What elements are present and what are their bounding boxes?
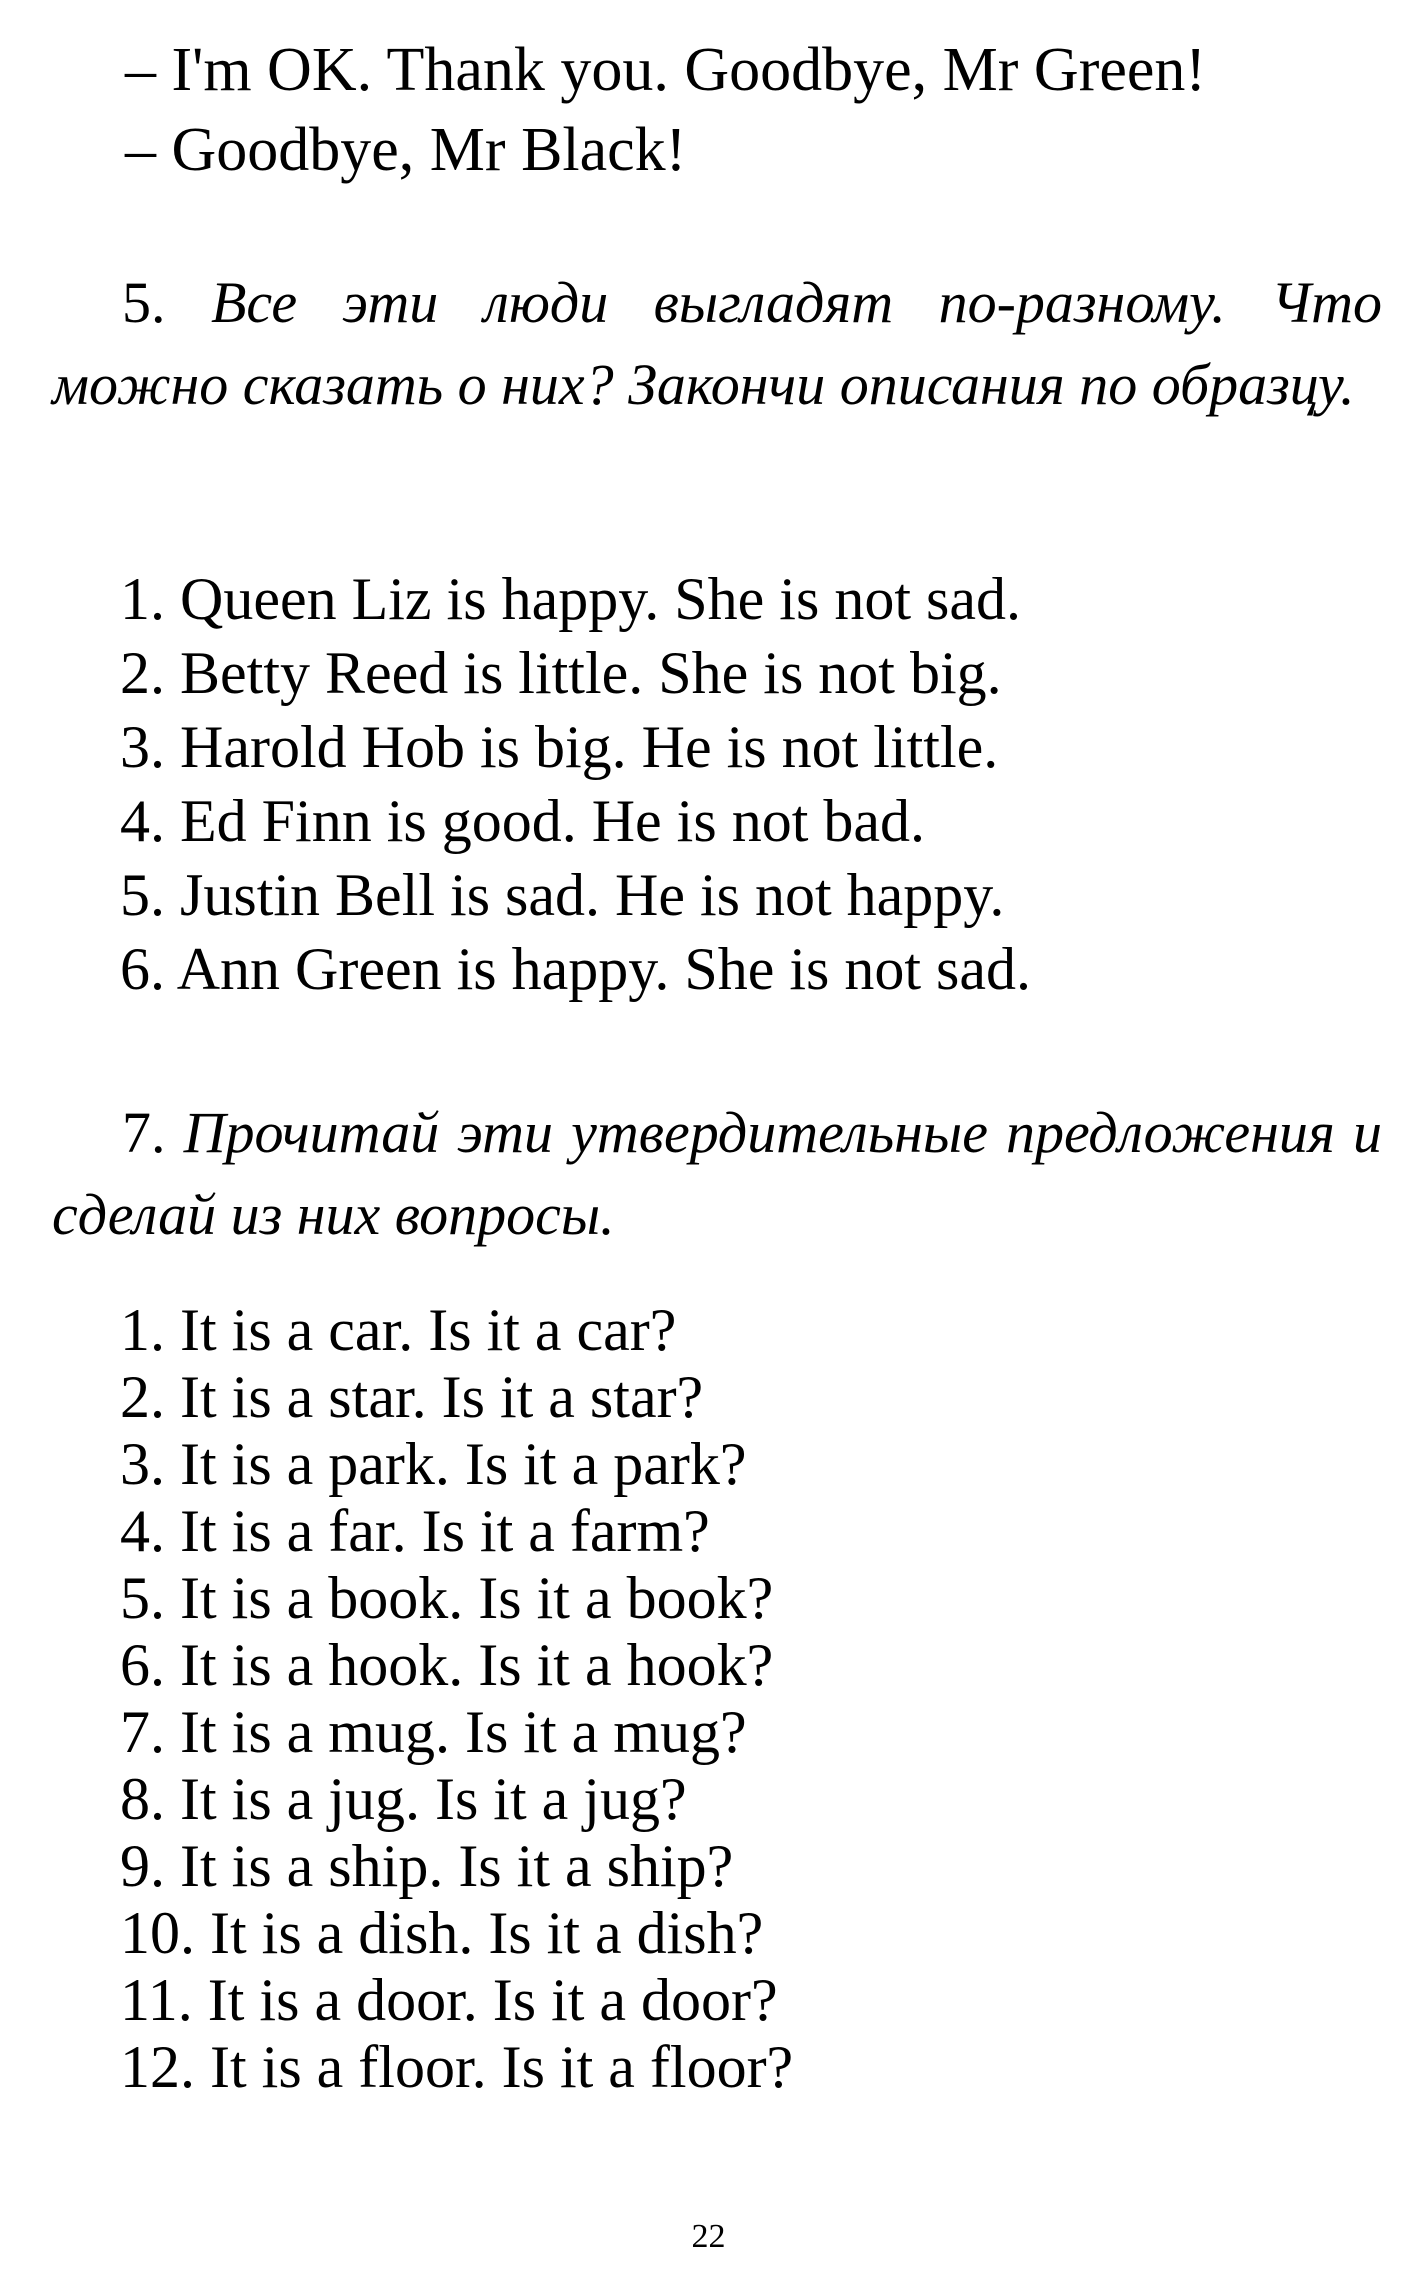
dialogue-line: – Goodbye, Mr Black! [125,116,687,184]
list-item: 2. Betty Reed is little. She is not big. [120,640,1002,706]
list-item: 10. It is a dish. Is it a dish? [120,1900,764,1966]
list-item: 7. It is a mug. Is it a mug? [120,1699,747,1765]
task-5-heading [52,262,1382,426]
list-item: 6. It is a hook. Is it a hook? [120,1632,774,1698]
list-item: 4. Ed Finn is good. He is not bad. [120,788,925,854]
list-item: 5. Justin Bell is sad. He is not happy. [120,862,1005,928]
list-item: 1. It is a car. Is it a car? [120,1297,677,1363]
list-item: 5. It is a book. Is it a book? [120,1565,774,1631]
task-instruction: Все эти люди выгладят по-разному. Что можно сказать о них? Закончи описания по образцу. [52,270,1382,417]
list-item: 11. It is a door. Is it a door? [120,1967,778,2033]
list-item: 3. Harold Hob is big. He is not little. [120,714,999,780]
dialogue-block [125,30,1206,190]
task-7-heading [52,1092,1382,1256]
list-item: 1. Queen Liz is happy. She is not sad. [120,566,1021,632]
task-number: 5. [122,270,166,335]
list-item: 6. Ann Green is happy. She is not sad. [120,936,1032,1002]
task-instruction: Прочитай эти утвердительные предложения и сделай из них вопросы. [52,1100,1382,1247]
task-7-list [120,1297,793,2101]
dialogue-line: – I'm OK. Thank you. Goodbye, Mr Green! [125,36,1207,104]
task-5-list [120,562,1031,1006]
task-number: 7. [122,1100,166,1165]
list-item: 9. It is a ship. Is it a ship? [120,1833,734,1899]
list-item: 2. It is a star. Is it a star? [120,1364,704,1430]
list-item: 8. It is a jug. Is it a jug? [120,1766,687,1832]
list-item: 4. It is a far. Is it a farm? [120,1498,710,1564]
page-number: 22 [691,2218,726,2255]
list-item: 12. It is a floor. Is it a floor? [120,2034,794,2100]
list-item: 3. It is a park. Is it a park? [120,1431,747,1497]
